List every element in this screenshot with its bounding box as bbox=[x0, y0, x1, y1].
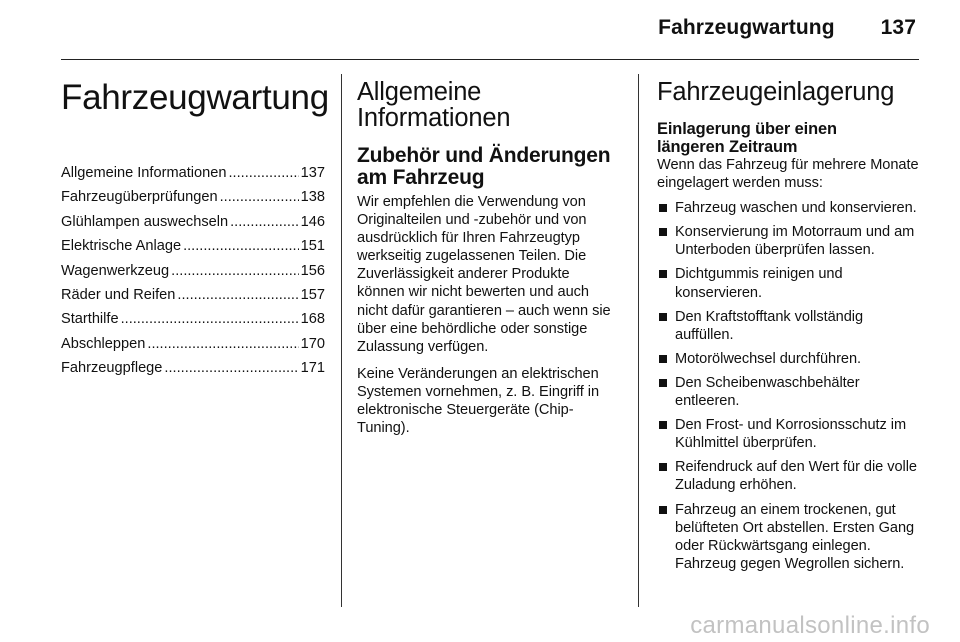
list-item bbox=[657, 501, 920, 573]
storage-checklist bbox=[657, 199, 920, 573]
toc-entry[interactable] bbox=[61, 185, 325, 209]
long-term-storage-heading: Einlagerung über einen längeren Zeitraum bbox=[657, 120, 837, 156]
list-item-text: Dichtgummis reinigen und konservieren. bbox=[675, 266, 843, 301]
toc-label: Elektrische Anlage bbox=[61, 238, 182, 255]
list-item bbox=[657, 374, 920, 410]
toc-leader bbox=[229, 161, 299, 185]
toc-label: Fahrzeugüberprüfungen bbox=[61, 189, 218, 206]
general-info-heading: Allgemeine Informationen bbox=[357, 78, 511, 132]
storage-heading: Fahrzeugeinlagerung bbox=[657, 78, 895, 106]
list-item bbox=[657, 308, 920, 344]
toc-page: 137 bbox=[300, 165, 325, 181]
list-item-text: Den Scheibenwaschbehälter entleeren. bbox=[675, 374, 860, 410]
toc-leader bbox=[164, 356, 298, 380]
toc-leader bbox=[121, 307, 299, 331]
square-bullet-icon bbox=[659, 463, 667, 471]
toc-leader bbox=[230, 210, 299, 234]
toc-entry[interactable] bbox=[61, 283, 325, 307]
toc-entry[interactable] bbox=[61, 210, 325, 234]
square-bullet-icon bbox=[659, 506, 667, 514]
electrical-modification-paragraph: Keine Veränderungen an elektrischen Systemen vornehmen, z. B. Eingriff in elektronische Steuergeräte (Chip-Tuning). bbox=[357, 365, 600, 437]
storage-intro: Wenn das Fahrzeug für mehrere Monate eingelagert werden muss: bbox=[657, 157, 919, 192]
accessories-paragraph: Wir empfehlen die Verwendung von Originalteilen und -zubehör und von ausdrücklich für Ihren Fahrzeugtyp werkseitig zugelassenen Teilen. Die Zuverlässigkeit anderer Produkte können wir nicht bewerten und auch nicht dafür garantieren – auch wenn sie über eine behördliche oder sonstige Zulassung verfügen. bbox=[357, 194, 611, 355]
square-bullet-icon bbox=[659, 355, 667, 363]
toc-page: 138 bbox=[300, 189, 325, 206]
toc-leader bbox=[183, 234, 299, 258]
square-bullet-icon bbox=[659, 421, 667, 429]
toc-page: 170 bbox=[300, 335, 325, 352]
square-bullet-icon bbox=[659, 204, 667, 212]
square-bullet-icon bbox=[659, 379, 667, 387]
running-header bbox=[658, 16, 916, 40]
toc-label: Glühlampen auswechseln bbox=[61, 213, 229, 230]
column-divider-1 bbox=[341, 74, 342, 607]
list-item-text: Konservierung im Motorraum und am Unterboden überprüfen lassen. bbox=[675, 224, 915, 259]
toc-leader bbox=[220, 185, 299, 209]
list-item bbox=[657, 350, 920, 368]
toc-entry[interactable] bbox=[61, 356, 325, 380]
toc-label: Allgemeine Informationen bbox=[61, 165, 227, 181]
toc-label: Räder und Reifen bbox=[61, 287, 176, 304]
list-item-text: Reifendruck auf den Wert für die volle Zuladung erhöhen. bbox=[675, 459, 917, 494]
toc-label: Starthilfe bbox=[61, 311, 119, 328]
toc-label: Fahrzeugpflege bbox=[61, 360, 163, 377]
running-header-title: Fahrzeugwartung bbox=[658, 16, 835, 39]
toc-page: 156 bbox=[300, 262, 325, 279]
square-bullet-icon bbox=[659, 313, 667, 321]
toc-entry[interactable] bbox=[61, 234, 325, 258]
toc-entry[interactable] bbox=[61, 332, 325, 356]
list-item-text: Fahrzeug an einem trockenen, gut belüfteten Ort abstellen. Ersten Gang oder Rückwärtsgang einlegen. Fahrzeug gegen Wegrollen sichern. bbox=[675, 501, 915, 572]
list-item-text: Den Frost- und Korrosionsschutz im Kühlmittel überprüfen. bbox=[675, 417, 907, 452]
chapter-column bbox=[61, 66, 329, 381]
table-of-contents bbox=[61, 161, 325, 381]
toc-page: 171 bbox=[300, 360, 325, 377]
list-item bbox=[657, 416, 920, 452]
toc-leader bbox=[147, 332, 298, 356]
header-rule bbox=[61, 59, 919, 60]
toc-entry[interactable] bbox=[61, 307, 325, 331]
list-item bbox=[657, 223, 920, 259]
square-bullet-icon bbox=[659, 228, 667, 236]
toc-leader bbox=[177, 283, 298, 307]
column-divider-2 bbox=[638, 74, 639, 607]
toc-entry[interactable] bbox=[61, 161, 325, 185]
toc-leader bbox=[171, 259, 298, 283]
toc-entry[interactable] bbox=[61, 259, 325, 283]
watermark: carmanualsonline.info bbox=[690, 612, 930, 639]
toc-page: 146 bbox=[300, 213, 325, 230]
list-item-text: Den Kraftstofftank vollständig auffüllen. bbox=[675, 308, 864, 343]
list-item-text: Fahrzeug waschen und konservieren. bbox=[675, 200, 917, 217]
storage-column bbox=[657, 66, 920, 579]
page-number: 137 bbox=[880, 16, 916, 39]
toc-page: 157 bbox=[300, 287, 325, 304]
list-item bbox=[657, 199, 920, 217]
accessories-heading: Zubehör und Änderungen am Fahrzeug bbox=[357, 144, 611, 189]
toc-page: 168 bbox=[300, 311, 325, 328]
general-info-column bbox=[357, 66, 619, 437]
list-item bbox=[657, 265, 920, 301]
square-bullet-icon bbox=[659, 270, 667, 278]
list-item-text: Motorölwechsel durchführen. bbox=[675, 350, 862, 367]
list-item bbox=[657, 458, 920, 494]
toc-label: Abschleppen bbox=[61, 335, 146, 352]
toc-label: Wagenwerkzeug bbox=[61, 262, 170, 279]
chapter-title: Fahrzeugwartung bbox=[61, 78, 329, 117]
toc-page: 151 bbox=[300, 238, 325, 255]
